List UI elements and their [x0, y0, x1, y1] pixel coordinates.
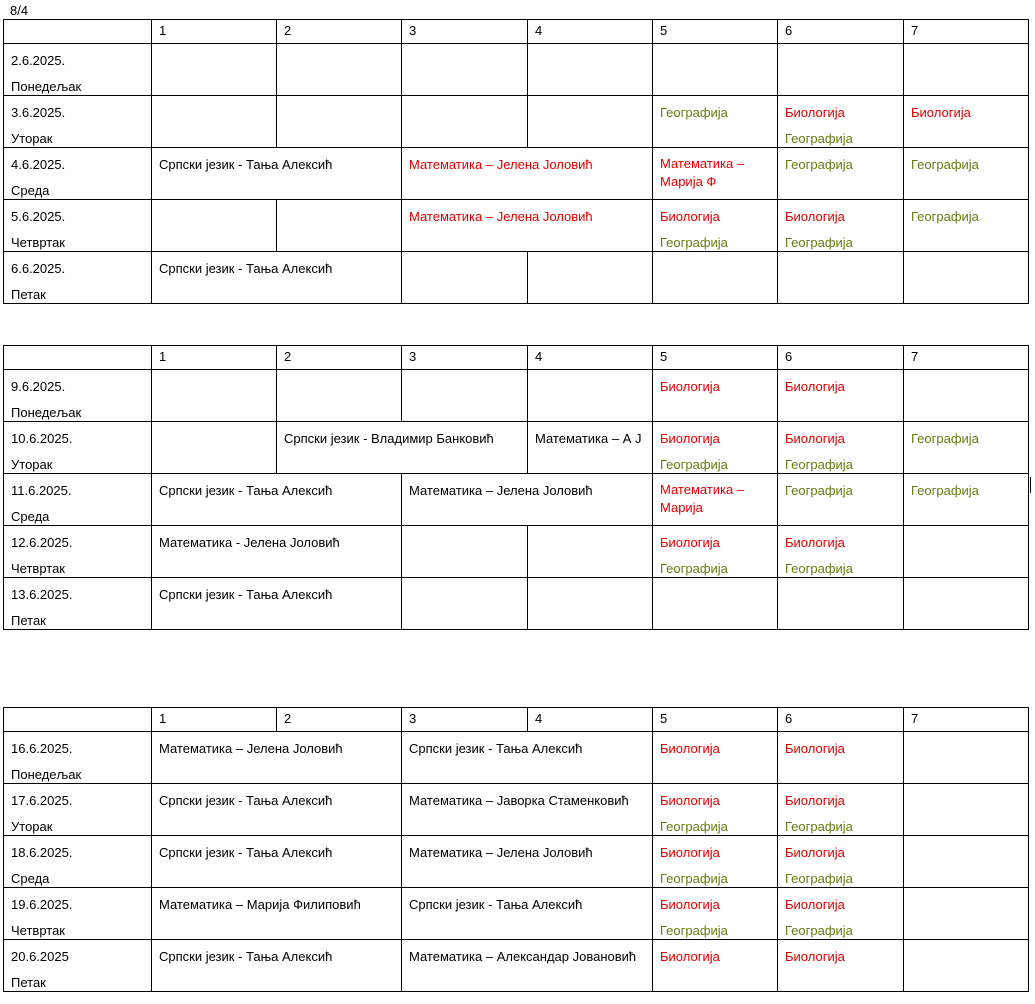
lesson-cell [277, 44, 402, 96]
lesson-geography: Географија [660, 105, 728, 120]
lesson-cell [402, 940, 653, 992]
lesson-cell [152, 44, 277, 96]
header-row [4, 20, 1029, 44]
lesson-cell [528, 252, 653, 304]
lesson-math: Математика – Јаворка Стаменковић [409, 793, 629, 808]
lesson-biology: Биологија [660, 741, 720, 756]
lesson-math: Математика – Александар Јовановић [409, 949, 637, 964]
lesson-cell [778, 526, 904, 578]
lesson-cell [653, 836, 778, 888]
lesson-biology: Биологија [911, 105, 971, 120]
lesson-biology: Биологија [660, 431, 720, 446]
lesson-math: Математика – Јелена Јоловић [409, 157, 593, 172]
lesson-geography: Географија [911, 157, 979, 172]
day-cell [4, 888, 152, 940]
header-period-2: 2 [277, 346, 402, 370]
lesson-cell [904, 732, 1029, 784]
lesson-serbian: Српски језик - Тања Алексић [159, 261, 333, 276]
date: 16.6.2025. [11, 741, 73, 756]
day-cell [4, 200, 152, 252]
header-period-4: 4 [528, 708, 653, 732]
day-row [4, 526, 1029, 578]
lesson-geography: Географија [660, 235, 728, 250]
header-period-7: 7 [904, 20, 1029, 44]
lesson-biology: Биологија [785, 897, 845, 912]
lesson-cell [904, 370, 1029, 422]
lesson-cell [653, 526, 778, 578]
lesson-cell [778, 200, 904, 252]
weekday: Четвртак [11, 923, 65, 938]
day-cell [4, 370, 152, 422]
lesson-biology: Биологија [660, 379, 720, 394]
lesson-biology: Биологија [785, 379, 845, 394]
header-row [4, 346, 1029, 370]
header-period-1: 1 [152, 20, 277, 44]
lesson-geography: Географија [911, 209, 979, 224]
day-row [4, 940, 1029, 992]
lesson-cell [528, 44, 653, 96]
lesson-cell [402, 200, 653, 252]
lesson-cell [904, 836, 1029, 888]
lesson-cell [152, 836, 402, 888]
lesson-biology: Биологија [660, 209, 720, 224]
lesson-serbian: Српски језик - Тања Алексић [159, 483, 333, 498]
lesson-cell [402, 784, 653, 836]
lesson-cell [778, 578, 904, 630]
lesson-cell [152, 578, 402, 630]
lesson-biology: Биологија [785, 535, 845, 550]
lesson-cell [277, 96, 402, 148]
lesson-cell [152, 784, 402, 836]
weekday: Петак [11, 613, 46, 628]
lesson-cell [778, 784, 904, 836]
day-row [4, 732, 1029, 784]
date: 3.6.2025. [11, 105, 66, 120]
lesson-biology: Биологија [785, 845, 845, 860]
lesson-serbian: Српски језик - Тања Алексић [409, 897, 583, 912]
date: 13.6.2025. [11, 587, 73, 602]
weekday: Понедељак [11, 79, 82, 94]
day-cell [4, 148, 152, 200]
lesson-cell [402, 732, 653, 784]
lesson-cell [653, 370, 778, 422]
date: 12.6.2025. [11, 535, 73, 550]
header-period-5: 5 [653, 708, 778, 732]
date: 6.6.2025. [11, 261, 66, 276]
day-cell [4, 44, 152, 96]
day-row [4, 474, 1029, 526]
lesson-serbian: Српски језик - Тања Алексић [409, 741, 583, 756]
lesson-geography: Географија [660, 457, 728, 472]
weekday: Понедељак [11, 767, 82, 782]
header-period-7: 7 [904, 346, 1029, 370]
header-period-3: 3 [402, 346, 528, 370]
day-row [4, 578, 1029, 630]
weekday: Понедељак [11, 405, 82, 420]
day-row [4, 200, 1029, 252]
day-row [4, 370, 1029, 422]
lesson-cell [402, 44, 528, 96]
lesson-cell [653, 732, 778, 784]
date: 9.6.2025. [11, 379, 66, 394]
lesson-cell [152, 148, 402, 200]
lesson-cell [904, 44, 1029, 96]
lesson-cell [653, 96, 778, 148]
lesson-cell [152, 96, 277, 148]
lesson-geography: Географија [785, 457, 853, 472]
lesson-cell [778, 940, 904, 992]
header-cell-empty [4, 708, 152, 732]
weekday: Уторак [11, 457, 53, 472]
header-period-1: 1 [152, 708, 277, 732]
lesson-cell [402, 252, 528, 304]
lesson-cell [904, 578, 1029, 630]
lesson-cell [778, 96, 904, 148]
weekday: Среда [11, 871, 50, 886]
weekday: Среда [11, 183, 50, 198]
lesson-cell [402, 148, 653, 200]
lesson-cell [904, 888, 1029, 940]
day-row [4, 836, 1029, 888]
header-period-6: 6 [778, 708, 904, 732]
lesson-cell [528, 422, 653, 474]
date: 17.6.2025. [11, 793, 73, 808]
lesson-geography: Географија [785, 819, 853, 834]
lesson-geography: Географија [785, 131, 853, 146]
lesson-biology: Биологија [785, 741, 845, 756]
header-period-7: 7 [904, 708, 1029, 732]
lesson-cell [653, 940, 778, 992]
day-cell [4, 578, 152, 630]
class-label: 8/4 [10, 3, 29, 18]
lesson-cell [778, 732, 904, 784]
lesson-cell [778, 148, 904, 200]
lesson-cell [152, 526, 402, 578]
day-row [4, 148, 1029, 200]
lesson-cell [904, 526, 1029, 578]
header-cell-empty [4, 346, 152, 370]
lesson-biology: Биологија [785, 949, 845, 964]
day-cell [4, 732, 152, 784]
day-cell [4, 96, 152, 148]
header-period-3: 3 [402, 20, 528, 44]
lesson-cell [152, 474, 402, 526]
lesson-math: Математика – Марија Филиповић [159, 897, 361, 912]
lesson-geography: Географија [785, 871, 853, 886]
header-period-3: 3 [402, 708, 528, 732]
lesson-cell [904, 474, 1029, 526]
lesson-cell [528, 578, 653, 630]
lesson-cell [528, 370, 653, 422]
weekday: Петак [11, 287, 46, 302]
lesson-cell [402, 370, 528, 422]
date: 10.6.2025. [11, 431, 73, 446]
date: 2.6.2025. [11, 53, 66, 68]
lesson-geography: Географија [660, 923, 728, 938]
weekday: Четвртак [11, 561, 65, 576]
lesson-cell [904, 940, 1029, 992]
day-row [4, 252, 1029, 304]
lesson-cell [653, 200, 778, 252]
header-period-6: 6 [778, 346, 904, 370]
lesson-cell [778, 370, 904, 422]
lesson-serbian: Српски језик - Тања Алексић [159, 949, 333, 964]
header-cell-empty [4, 20, 152, 44]
lesson-math: Математика - Јелена Јоловић [159, 535, 340, 550]
lesson-biology: Биологија [660, 845, 720, 860]
lesson-geography: Географија [785, 561, 853, 576]
text-cursor [1030, 477, 1031, 493]
date: 4.6.2025. [11, 157, 66, 172]
lesson-math: Математика – Марија Ф [660, 156, 745, 189]
date: 5.6.2025. [11, 209, 66, 224]
lesson-cell [152, 940, 402, 992]
lesson-cell [277, 370, 402, 422]
lesson-math: Математика – Јелена Јоловић [159, 741, 343, 756]
header-row [4, 708, 1029, 732]
day-cell [4, 252, 152, 304]
lesson-cell [152, 732, 402, 784]
lesson-biology: Биологија [785, 105, 845, 120]
date: 11.6.2025. [11, 483, 72, 498]
lesson-cell [402, 836, 653, 888]
lesson-math: Математика – Јелена Јоловић [409, 209, 593, 224]
lesson-math: Математика – Јелена Јоловић [409, 845, 593, 860]
header-period-6: 6 [778, 20, 904, 44]
lesson-cell [778, 44, 904, 96]
lesson-geography: Географија [660, 819, 728, 834]
weekday: Уторак [11, 131, 53, 146]
lesson-geography: Географија [660, 871, 728, 886]
lesson-cell [778, 422, 904, 474]
lesson-cell [402, 578, 528, 630]
lesson-cell [778, 836, 904, 888]
day-cell [4, 474, 152, 526]
lesson-cell [402, 96, 528, 148]
lesson-cell [152, 370, 277, 422]
lesson-biology: Биологија [785, 209, 845, 224]
lesson-biology: Биологија [660, 897, 720, 912]
date: 18.6.2025. [11, 845, 73, 860]
lesson-cell [277, 422, 528, 474]
lesson-cell [653, 784, 778, 836]
weekday: Среда [11, 509, 50, 524]
date: 19.6.2025. [11, 897, 73, 912]
lesson-cell [152, 422, 277, 474]
weekday: Четвртак [11, 235, 65, 250]
lesson-cell [653, 148, 778, 200]
lesson-cell [402, 888, 653, 940]
schedule-table-week-1 [3, 19, 1029, 304]
lesson-math: Математика – Јелена Јоловић [409, 483, 593, 498]
lesson-math: Математика – Марија [660, 482, 745, 515]
lesson-math: Математика – А Ј [535, 431, 642, 446]
day-row [4, 422, 1029, 474]
schedule-table-week-2 [3, 345, 1029, 630]
schedule-table-week-3 [3, 707, 1029, 992]
lesson-geography: Географија [785, 483, 853, 498]
weekday: Петак [11, 975, 46, 990]
lesson-biology: Биологија [660, 793, 720, 808]
header-period-2: 2 [277, 20, 402, 44]
lesson-serbian: Српски језик - Владимир Банковић [284, 431, 494, 446]
header-period-5: 5 [653, 346, 778, 370]
lesson-cell [653, 888, 778, 940]
day-row [4, 888, 1029, 940]
lesson-geography: Географија [785, 235, 853, 250]
day-cell [4, 526, 152, 578]
header-period-4: 4 [528, 20, 653, 44]
header-period-2: 2 [277, 708, 402, 732]
header-period-1: 1 [152, 346, 277, 370]
lesson-serbian: Српски језик - Тања Алексић [159, 793, 333, 808]
lesson-cell [904, 148, 1029, 200]
day-cell [4, 784, 152, 836]
lesson-geography: Географија [911, 483, 979, 498]
lesson-cell [152, 200, 277, 252]
lesson-cell [528, 526, 653, 578]
lesson-cell [653, 578, 778, 630]
header-period-4: 4 [528, 346, 653, 370]
lesson-geography: Географија [911, 431, 979, 446]
lesson-cell [528, 96, 653, 148]
lesson-cell [152, 888, 402, 940]
lesson-cell [904, 784, 1029, 836]
lesson-cell [904, 96, 1029, 148]
lesson-cell [778, 888, 904, 940]
lesson-biology: Биологија [785, 431, 845, 446]
lesson-cell [277, 200, 402, 252]
day-row [4, 44, 1029, 96]
lesson-serbian: Српски језик - Тања Алексић [159, 587, 333, 602]
lesson-cell [904, 200, 1029, 252]
lesson-geography: Географија [785, 157, 853, 172]
lesson-cell [653, 252, 778, 304]
lesson-cell [778, 474, 904, 526]
lesson-cell [152, 252, 402, 304]
lesson-cell [904, 422, 1029, 474]
lesson-cell [904, 252, 1029, 304]
lesson-cell [653, 474, 778, 526]
lesson-biology: Биологија [785, 793, 845, 808]
day-cell [4, 836, 152, 888]
lesson-serbian: Српски језик - Тања Алексић [159, 845, 333, 860]
day-cell [4, 940, 152, 992]
header-period-5: 5 [653, 20, 778, 44]
lesson-cell [402, 474, 653, 526]
lesson-cell [653, 44, 778, 96]
day-row [4, 784, 1029, 836]
lesson-serbian: Српски језик - Тања Алексић [159, 157, 333, 172]
lesson-cell [778, 252, 904, 304]
weekday: Уторак [11, 819, 53, 834]
lesson-biology: Биологија [660, 535, 720, 550]
lesson-cell [402, 526, 528, 578]
lesson-cell [653, 422, 778, 474]
day-cell [4, 422, 152, 474]
lesson-geography: Географија [660, 561, 728, 576]
date: 20.6.2025 [11, 949, 69, 964]
day-row [4, 96, 1029, 148]
lesson-geography: Географија [785, 923, 853, 938]
lesson-biology: Биологија [660, 949, 720, 964]
